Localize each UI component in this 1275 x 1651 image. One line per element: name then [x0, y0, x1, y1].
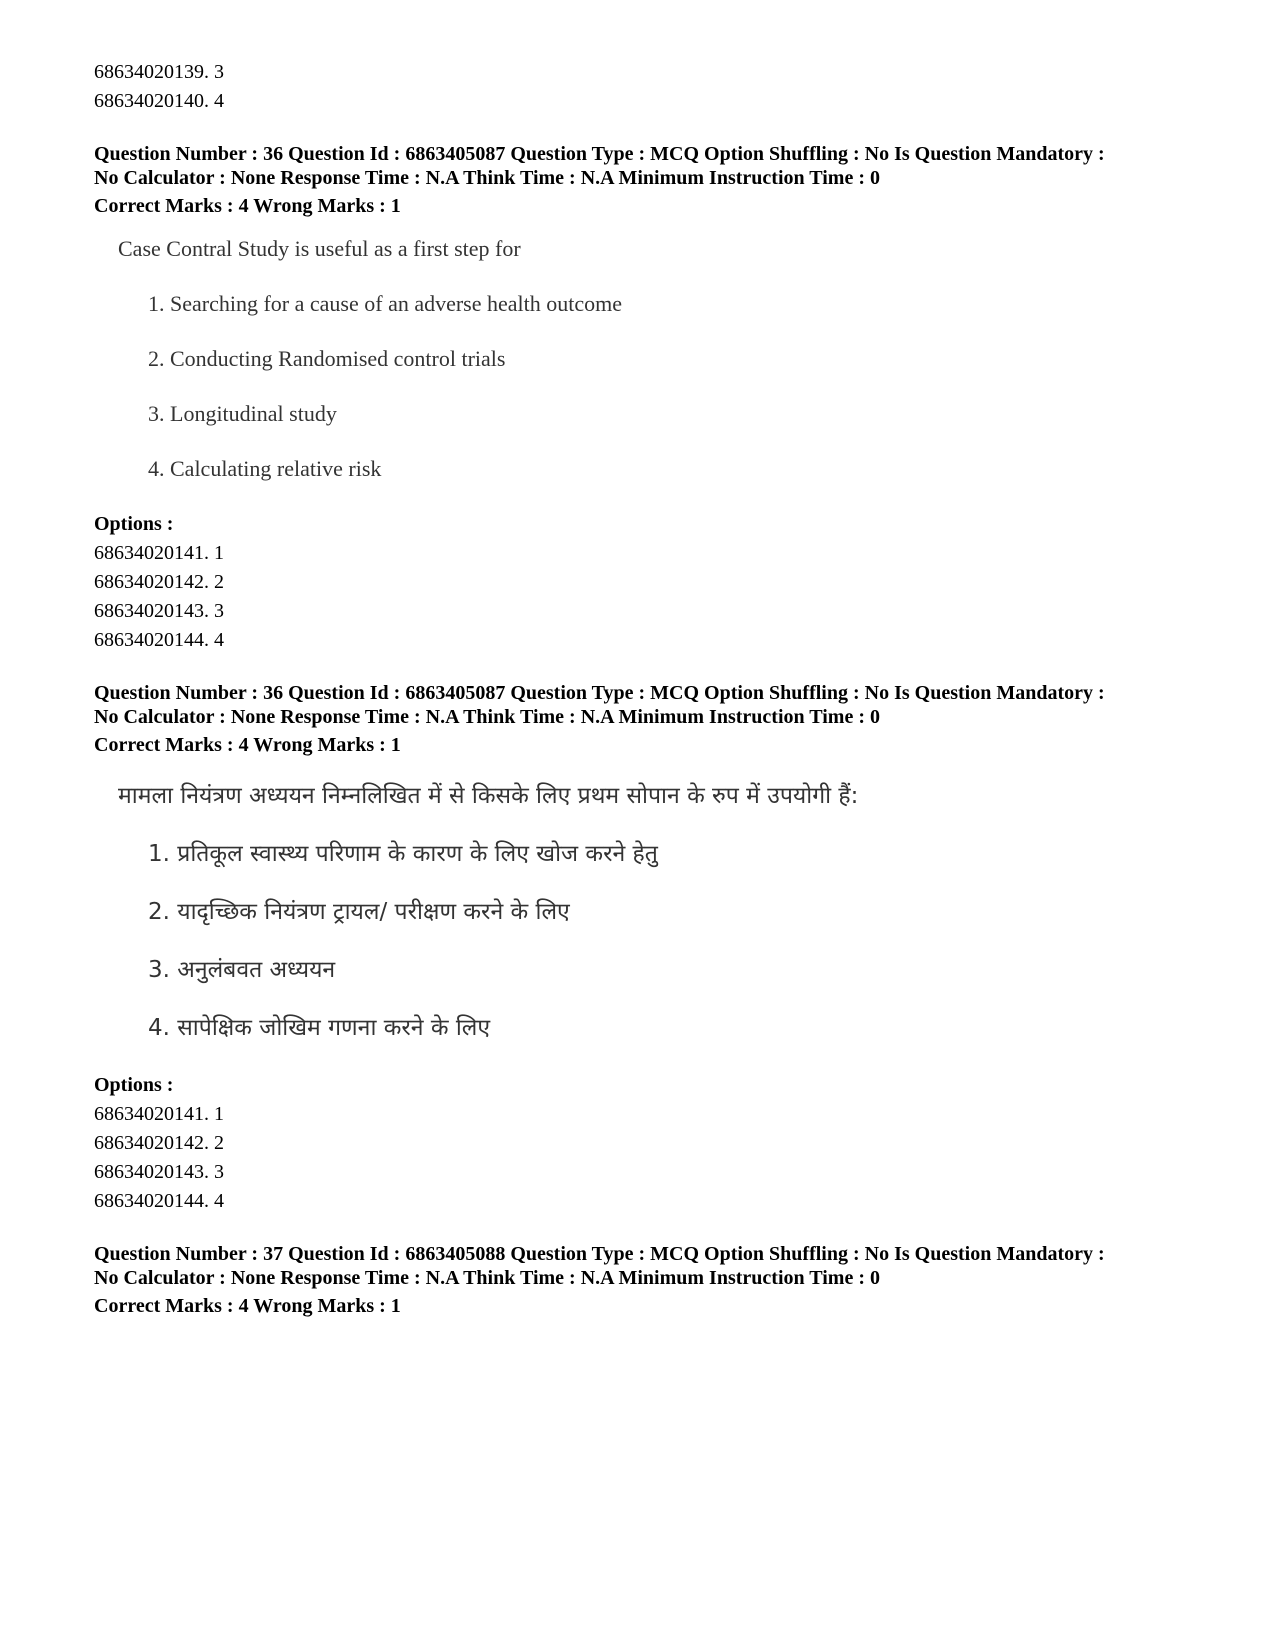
options-list	[94, 539, 1194, 655]
question-choice: 4. सापेक्षिक जोखिम गणना करने के लिए	[148, 1015, 491, 1041]
question-content	[118, 234, 1194, 484]
previous-options-list	[94, 58, 1194, 116]
option-line: 68634020141. 1	[94, 1103, 224, 1125]
option-line: 68634020144. 4	[94, 629, 224, 651]
question-meta-line-1: Question Number : 36 Question Id : 6863405087 Question Type : MCQ Option Shuffling : No Is Question Mandatory :	[94, 682, 1105, 704]
question-block-36-hindi	[94, 681, 1194, 1216]
option-line: 68634020140. 4	[94, 90, 224, 112]
question-meta-line-2: No Calculator : None Response Time : N.A Think Time : N.A Minimum Instruction Time : 0	[94, 706, 880, 728]
options-label: Options :	[94, 1074, 174, 1096]
question-choice: 3. Longitudinal study	[148, 401, 337, 426]
option-line: 68634020143. 3	[94, 600, 224, 622]
question-marks: Correct Marks : 4 Wrong Marks : 1	[94, 195, 401, 217]
question-choice: 2. Conducting Randomised control trials	[148, 346, 506, 371]
question-meta-line-1: Question Number : 36 Question Id : 6863405087 Question Type : MCQ Option Shuffling : No Is Question Mandatory :	[94, 143, 1105, 165]
question-meta-line-2: No Calculator : None Response Time : N.A Think Time : N.A Minimum Instruction Time : 0	[94, 167, 880, 189]
question-block-37	[94, 1242, 1194, 1318]
question-stem: Case Contral Study is useful as a first step for	[118, 236, 521, 261]
options-label: Options :	[94, 513, 174, 535]
question-choice: 1. Searching for a cause of an adverse health outcome	[148, 291, 623, 316]
question-meta-line-1: Question Number : 37 Question Id : 6863405088 Question Type : MCQ Option Shuffling : No Is Question Mandatory :	[94, 1243, 1105, 1265]
question-stem: मामला नियंत्रण अध्ययन निम्नलिखित में से किसके लिए प्रथम सोपान के रुप में उपयोगी हैं:	[118, 783, 859, 809]
question-marks: Correct Marks : 4 Wrong Marks : 1	[94, 734, 401, 756]
question-choice: 1. प्रतिकूल स्वास्थ्य परिणाम के कारण के लिए खोज करने हेतु	[148, 841, 658, 867]
document-page	[94, 58, 1194, 1318]
question-choice: 2. यादृच्छिक नियंत्रण ट्रायल/ परीक्षण करने के लिए	[148, 899, 570, 925]
question-content	[118, 779, 1194, 1045]
option-line: 68634020143. 3	[94, 1161, 224, 1183]
options-list	[94, 1100, 1194, 1216]
option-line: 68634020142. 2	[94, 571, 224, 593]
option-line: 68634020141. 1	[94, 542, 224, 564]
option-line: 68634020139. 3	[94, 61, 224, 83]
option-line: 68634020144. 4	[94, 1190, 224, 1212]
question-meta-line-2: No Calculator : None Response Time : N.A Think Time : N.A Minimum Instruction Time : 0	[94, 1267, 880, 1289]
question-choice: 4. Calculating relative risk	[148, 456, 382, 481]
question-block-36-english	[94, 142, 1194, 655]
question-choice: 3. अनुलंबवत अध्ययन	[148, 957, 336, 983]
option-line: 68634020142. 2	[94, 1132, 224, 1154]
question-marks: Correct Marks : 4 Wrong Marks : 1	[94, 1295, 401, 1317]
